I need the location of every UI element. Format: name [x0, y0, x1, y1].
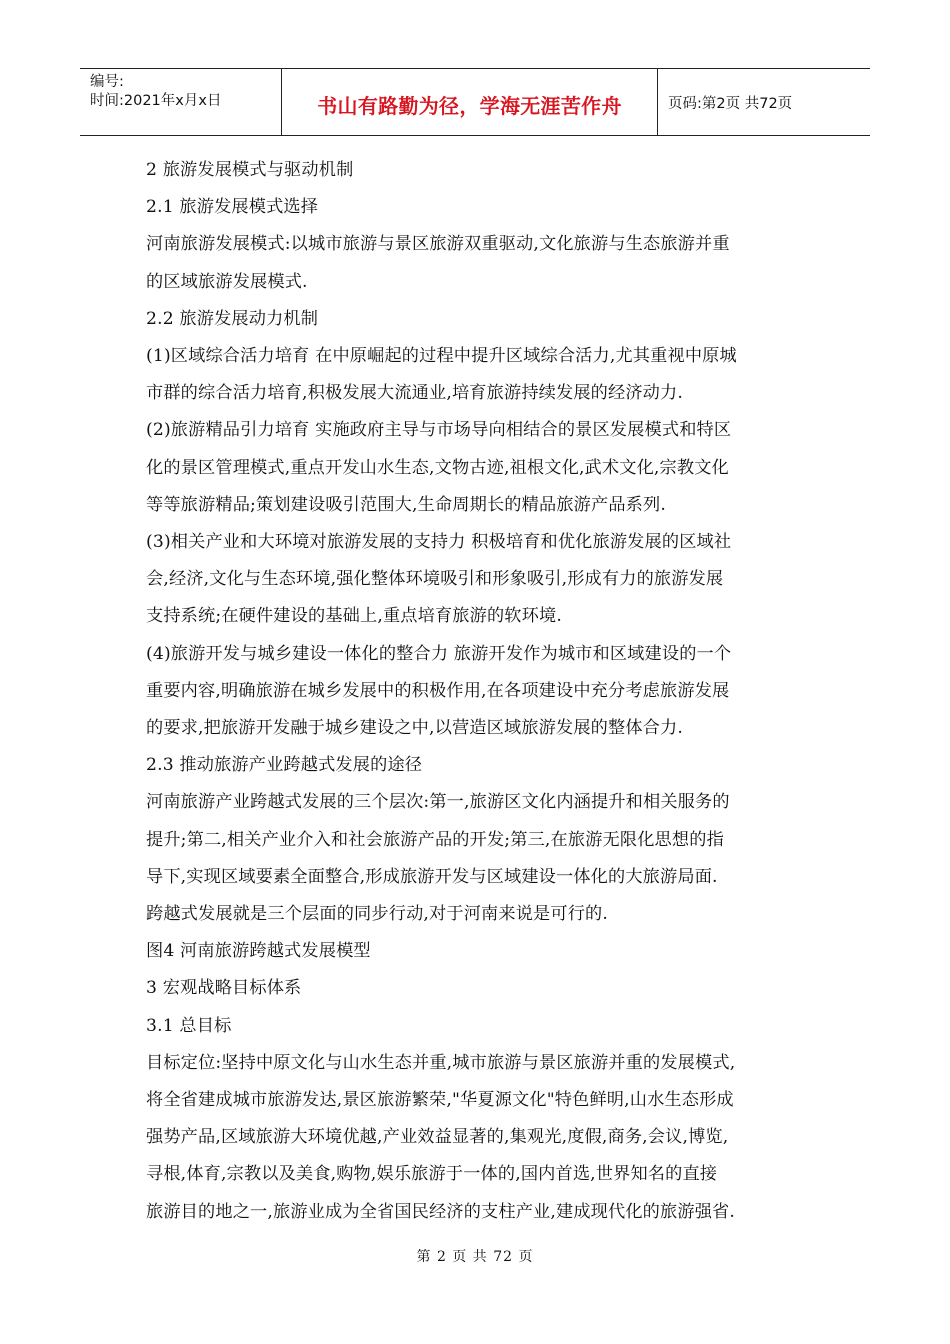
text-line: 的要求,把旅游开发融于城乡建设之中,以营造区域旅游发展的整体合力.	[146, 718, 683, 739]
text-line: 跨越式发展就是三个层面的同步行动,对于河南来说是可行的.	[146, 904, 609, 925]
code-label: 编号:	[90, 74, 124, 90]
header-motto-cell	[282, 69, 658, 135]
time-label: 时间:2021年x月x日	[90, 93, 222, 109]
text-line: 目标定位:坚持中原文化与山水生态并重,城市旅游与景区旅游并重的发展模式,	[146, 1052, 736, 1073]
text-line: 强势产品,区域旅游大环境优越,产业效益显著的,集观光,度假,商务,会议,博览,	[146, 1127, 729, 1148]
page-footer: 第 2 页 共 72 页	[416, 1249, 534, 1265]
text-line: 市群的综合活力培育,积极发展大流通业,培育旅游持续发展的经济动力.	[146, 383, 683, 404]
text-line: 重要内容,明确旅游在城乡发展中的积极作用,在各项建设中充分考虑旅游发展	[146, 680, 730, 701]
text-line: 图4 河南旅游跨越式发展模型	[146, 941, 371, 962]
text-line: 寻根,体育,宗教以及美食,购物,娱乐旅游于一体的,国内首选,世界知名的直接	[146, 1164, 718, 1185]
header-meta	[80, 69, 282, 135]
document-body	[146, 152, 816, 1231]
text-line: 2.2 旅游发展动力机制	[146, 308, 319, 329]
text-line: (2)旅游精品引力培育 实施政府主导与市场导向相结合的景区发展模式和特区	[146, 420, 732, 441]
header-page-info-cell	[658, 69, 870, 135]
text-line: 2.1 旅游发展模式选择	[146, 197, 319, 218]
text-line: 支持系统;在硬件建设的基础上,重点培育旅游的软环境.	[146, 606, 562, 627]
page-header	[80, 68, 870, 136]
text-line: (1)区域综合活力培育 在中原崛起的过程中提升区域综合活力,尤其重视中原城	[146, 346, 737, 367]
text-line: 导下,实现区域要素全面整合,形成旅游开发与区域建设一体化的大旅游局面.	[146, 866, 718, 887]
text-line: (4)旅游开发与城乡建设一体化的整合力 旅游开发作为城市和区域建设的一个	[146, 643, 732, 664]
text-line: 会,经济,文化与生态环境,强化整体环境吸引和形象吸引,形成有力的旅游发展	[146, 569, 724, 590]
text-line: 3.1 总目标	[146, 1015, 232, 1036]
text-line: 化的景区管理模式,重点开发山水生态,文物古迹,祖根文化,武术文化,宗教文化	[146, 457, 729, 478]
text-line: 2.3 推动旅游产业跨越式发展的途径	[146, 755, 423, 776]
text-line: 河南旅游发展模式:以城市旅游与景区旅游双重驱动,文化旅游与生态旅游并重	[146, 234, 730, 255]
text-line: 河南旅游产业跨越式发展的三个层次:第一,旅游区文化内涵提升和相关服务的	[146, 792, 730, 813]
text-line: 将全省建成城市旅游发达,景区旅游繁荣,"华夏源文化"特色鲜明,山水生态形成	[146, 1090, 734, 1111]
text-line: 3 宏观战略目标体系	[146, 978, 302, 999]
text-line: 等等旅游精品;策划建设吸引范围大,生命周期长的精品旅游产品系列.	[146, 494, 666, 515]
text-line: 提升;第二,相关产业介入和社会旅游产品的开发;第三,在旅游无限化思想的指	[146, 829, 724, 850]
text-line: (3)相关产业和大环境对旅游发展的支持力 积极培育和优化旅游发展的区域社	[146, 532, 732, 553]
text-line: 2 旅游发展模式与驱动机制	[146, 160, 354, 180]
header-motto: 书山有路勤为径，学海无涯苦作舟	[317, 93, 622, 118]
text-line: 的区域旅游发展模式.	[146, 271, 308, 292]
header-page-info: 页码:第2页 共72页	[668, 95, 793, 112]
text-line: 旅游目的地之一,旅游业成为全省国民经济的支柱产业,建成现代化的旅游强省.	[146, 1201, 735, 1222]
